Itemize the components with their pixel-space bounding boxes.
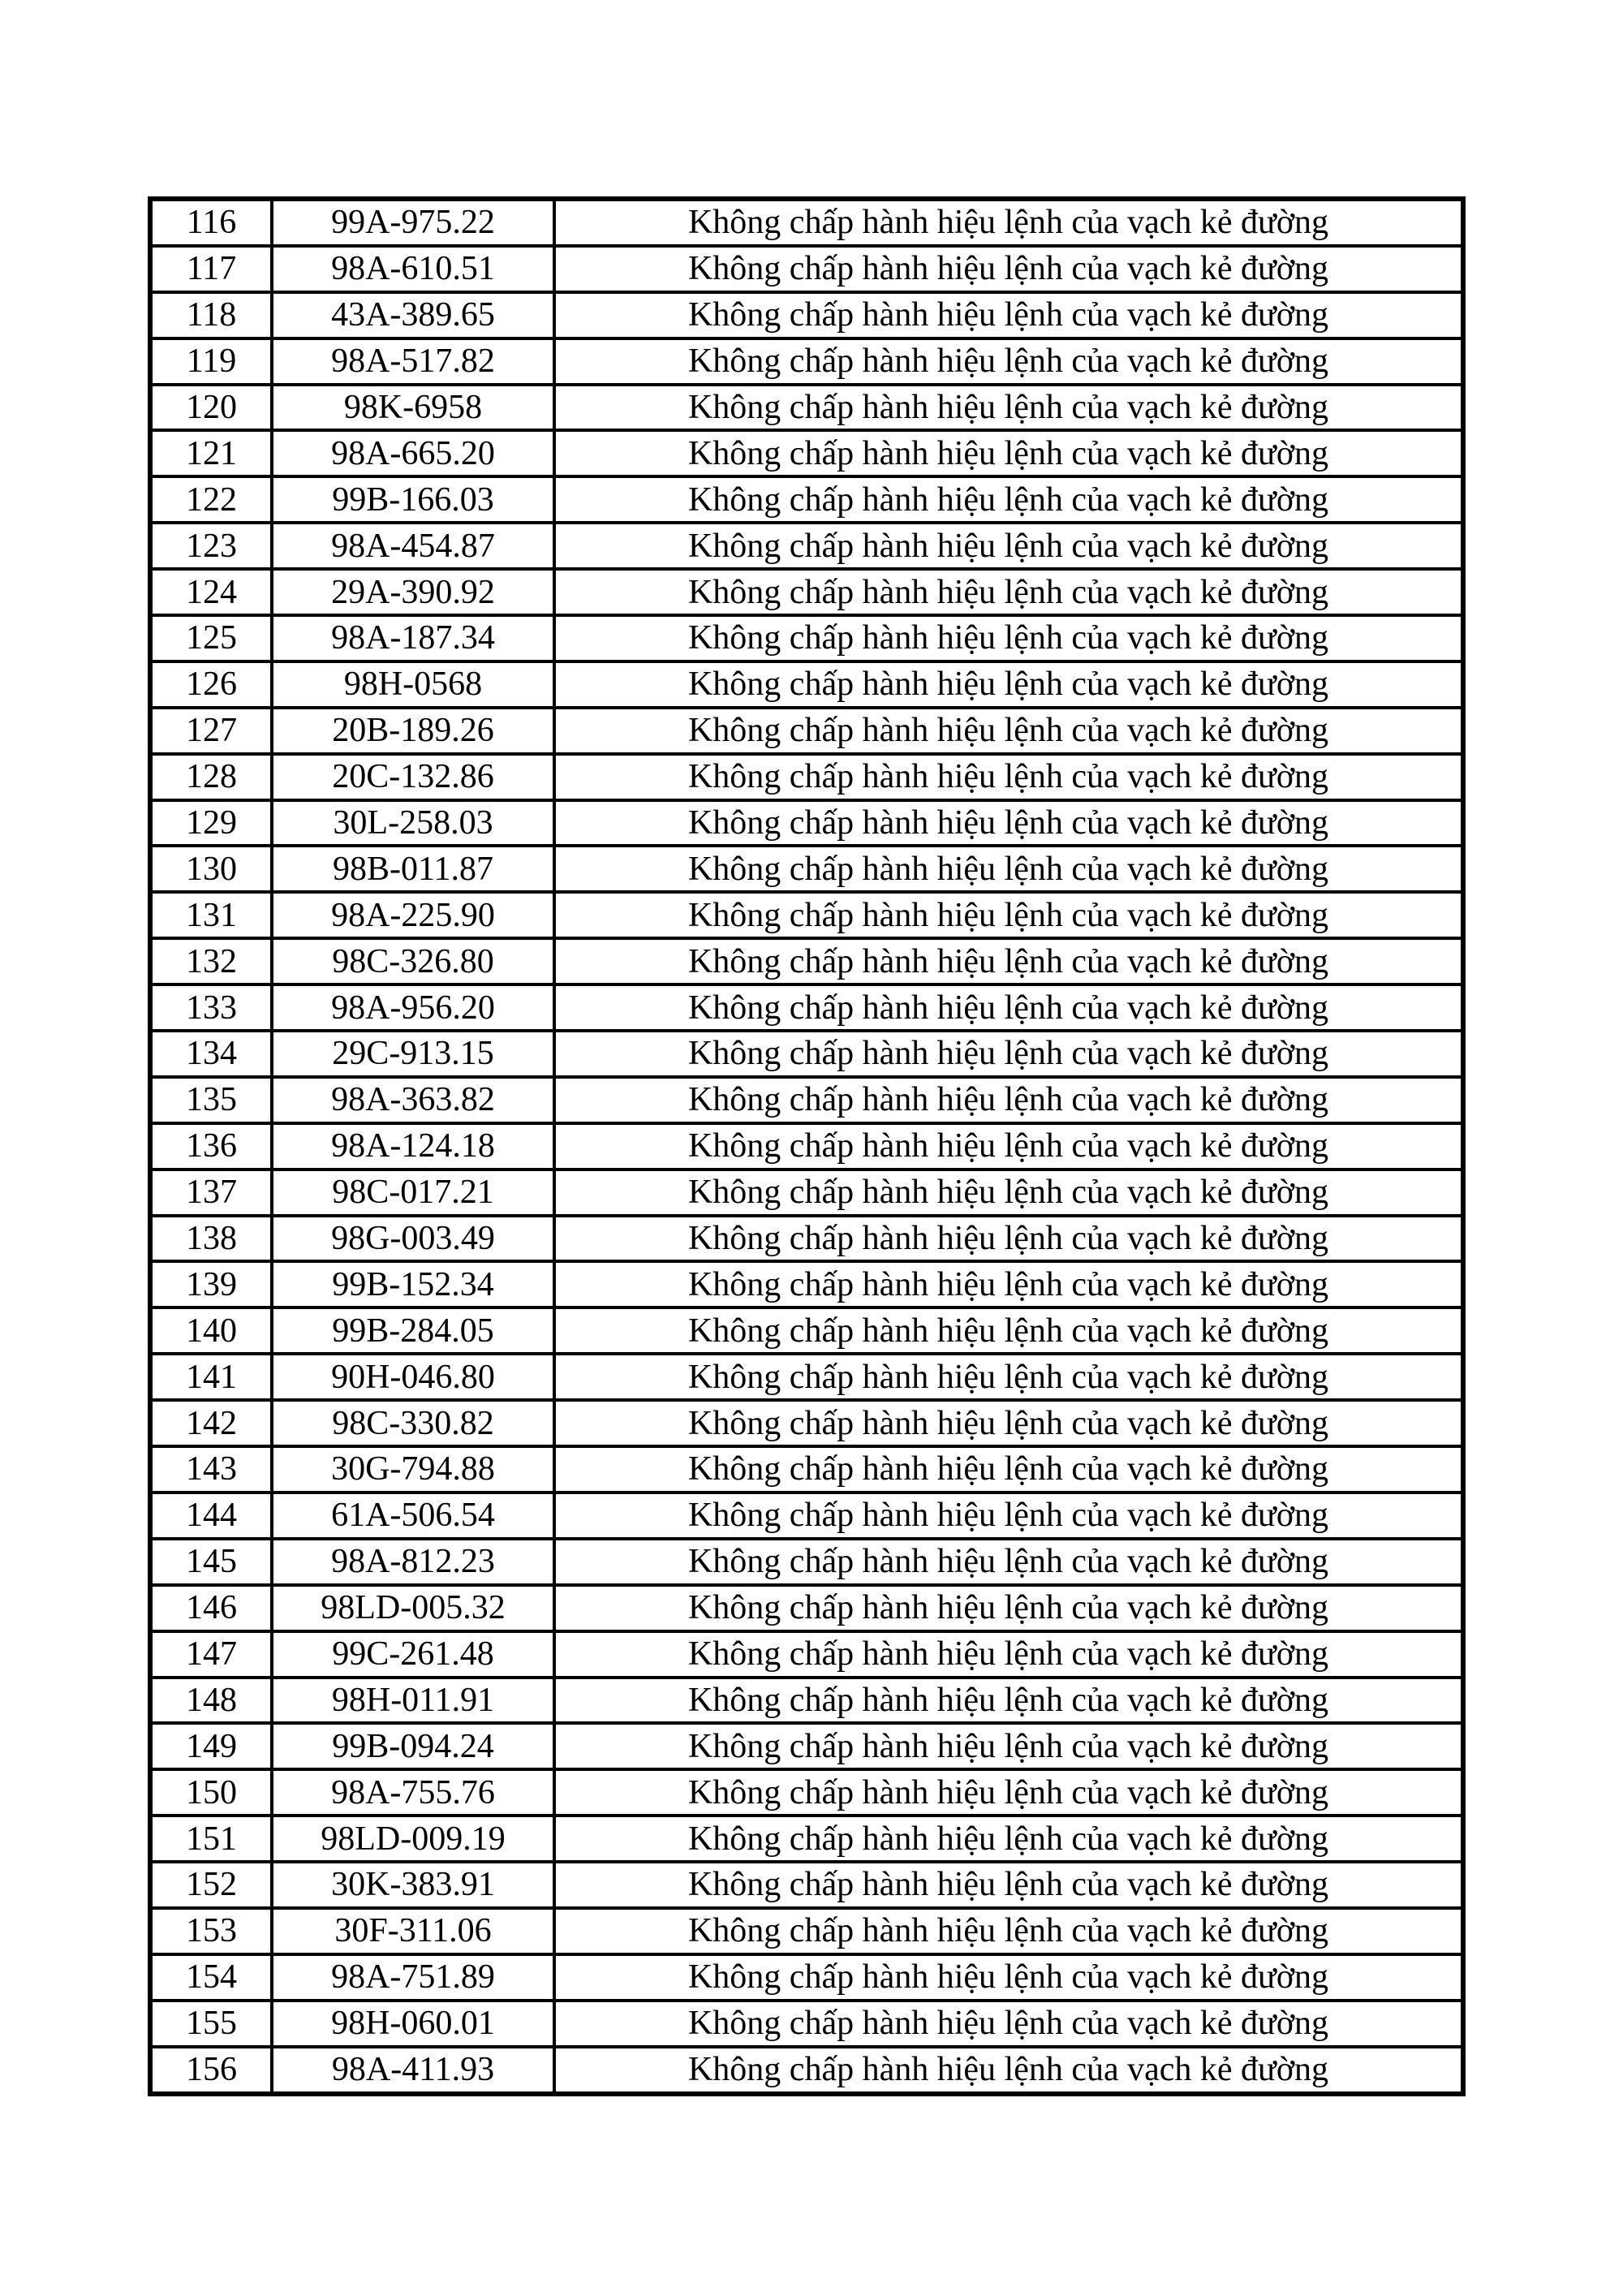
table-row [150,1216,1463,1262]
violation-cell: Không chấp hành hiệu lệnh của vạch kẻ đường [554,1400,1463,1446]
violation-cell: Không chấp hành hiệu lệnh của vạch kẻ đường [554,1769,1463,1816]
table-row [150,430,1463,476]
table-row [150,476,1463,523]
license-plate-cell: 30L-258.03 [272,800,554,846]
license-plate-cell: 30F-311.06 [272,1908,554,1954]
license-plate-cell: 29A-390.92 [272,569,554,615]
table-row [150,523,1463,569]
table-row [150,1539,1463,1585]
violation-cell: Không chấp hành hiệu lệnh của vạch kẻ đường [554,2001,1463,2047]
row-index-cell: 151 [150,1816,272,1862]
violation-cell: Không chấp hành hiệu lệnh của vạch kẻ đường [554,569,1463,615]
violation-cell: Không chấp hành hiệu lệnh của vạch kẻ đường [554,708,1463,754]
license-plate-cell: 20B-189.26 [272,708,554,754]
violation-cell: Không chấp hành hiệu lệnh của vạch kẻ đường [554,1585,1463,1631]
license-plate-cell: 98A-411.93 [272,2047,554,2094]
license-plate-cell: 98A-610.51 [272,246,554,292]
table-row [150,1585,1463,1631]
row-index-cell: 146 [150,1585,272,1631]
row-index-cell: 152 [150,1862,272,1908]
license-plate-cell: 30G-794.88 [272,1446,554,1493]
license-plate-cell: 98LD-005.32 [272,1585,554,1631]
row-index-cell: 126 [150,661,272,708]
row-index-cell: 133 [150,984,272,1031]
row-index-cell: 129 [150,800,272,846]
row-index-cell: 132 [150,938,272,984]
license-plate-cell: 99C-261.48 [272,1631,554,1678]
table-row [150,1862,1463,1908]
row-index-cell: 116 [150,199,272,246]
table-row [150,338,1463,385]
violation-cell: Không chấp hành hiệu lệnh của vạch kẻ đường [554,1031,1463,1077]
table-row [150,661,1463,708]
license-plate-cell: 98A-124.18 [272,1123,554,1170]
row-index-cell: 140 [150,1307,272,1354]
table-row [150,1307,1463,1354]
table-row [150,892,1463,938]
violation-cell: Không chấp hành hiệu lệnh của vạch kẻ đường [554,1493,1463,1539]
row-index-cell: 153 [150,1908,272,1954]
table-row [150,292,1463,338]
violation-cell: Không chấp hành hiệu lệnh của vạch kẻ đường [554,938,1463,984]
row-index-cell: 134 [150,1031,272,1077]
license-plate-cell: 98H-0568 [272,661,554,708]
license-plate-cell: 98LD-009.19 [272,1816,554,1862]
row-index-cell: 131 [150,892,272,938]
violation-cell: Không chấp hành hiệu lệnh của vạch kẻ đường [554,1539,1463,1585]
license-plate-cell: 98A-751.89 [272,1954,554,2001]
table-row [150,1816,1463,1862]
license-plate-cell: 98H-060.01 [272,2001,554,2047]
violation-cell: Không chấp hành hiệu lệnh của vạch kẻ đường [554,385,1463,431]
license-plate-cell: 98A-187.34 [272,615,554,661]
table-row [150,1908,1463,1954]
row-index-cell: 117 [150,246,272,292]
license-plate-cell: 98C-330.82 [272,1400,554,1446]
violation-cell: Không chấp hành hiệu lệnh của vạch kẻ đường [554,199,1463,246]
violation-cell: Không chấp hành hiệu lệnh của vạch kẻ đường [554,523,1463,569]
table-row [150,1354,1463,1400]
violation-cell: Không chấp hành hiệu lệnh của vạch kẻ đường [554,1678,1463,1724]
table-row [150,1400,1463,1446]
license-plate-cell: 98A-956.20 [272,984,554,1031]
license-plate-cell: 98A-454.87 [272,523,554,569]
license-plate-cell: 30K-383.91 [272,1862,554,1908]
license-plate-cell: 99B-152.34 [272,1261,554,1307]
violation-cell: Không chấp hành hiệu lệnh của vạch kẻ đường [554,476,1463,523]
license-plate-cell: 98A-665.20 [272,430,554,476]
row-index-cell: 120 [150,385,272,431]
row-index-cell: 138 [150,1216,272,1262]
row-index-cell: 148 [150,1678,272,1724]
violations-table [148,196,1466,2096]
license-plate-cell: 98K-6958 [272,385,554,431]
row-index-cell: 149 [150,1723,272,1769]
table-row [150,569,1463,615]
table-row [150,1031,1463,1077]
license-plate-cell: 99B-094.24 [272,1723,554,1769]
violation-cell: Không chấp hành hiệu lệnh của vạch kẻ đường [554,1862,1463,1908]
violation-cell: Không chấp hành hiệu lệnh của vạch kẻ đường [554,1631,1463,1678]
violation-cell: Không chấp hành hiệu lệnh của vạch kẻ đường [554,1908,1463,1954]
violation-cell: Không chấp hành hiệu lệnh của vạch kẻ đường [554,2047,1463,2094]
license-plate-cell: 99B-284.05 [272,1307,554,1354]
violation-cell: Không chấp hành hiệu lệnh của vạch kẻ đường [554,1723,1463,1769]
table-row [150,1723,1463,1769]
row-index-cell: 123 [150,523,272,569]
table-row [150,2047,1463,2094]
violation-cell: Không chấp hành hiệu lệnh của vạch kẻ đường [554,246,1463,292]
violation-cell: Không chấp hành hiệu lệnh của vạch kẻ đường [554,430,1463,476]
row-index-cell: 142 [150,1400,272,1446]
license-plate-cell: 98B-011.87 [272,846,554,892]
table-row [150,846,1463,892]
table-row [150,984,1463,1031]
license-plate-cell: 43A-389.65 [272,292,554,338]
violation-cell: Không chấp hành hiệu lệnh của vạch kẻ đường [554,1954,1463,2001]
license-plate-cell: 98C-017.21 [272,1170,554,1216]
row-index-cell: 139 [150,1261,272,1307]
table-row [150,708,1463,754]
license-plate-cell: 98C-326.80 [272,938,554,984]
violation-cell: Không chấp hành hiệu lệnh của vạch kẻ đường [554,1307,1463,1354]
row-index-cell: 135 [150,1077,272,1123]
violation-cell: Không chấp hành hiệu lệnh của vạch kẻ đường [554,338,1463,385]
row-index-cell: 144 [150,1493,272,1539]
table-row [150,1769,1463,1816]
row-index-cell: 145 [150,1539,272,1585]
row-index-cell: 118 [150,292,272,338]
license-plate-cell: 98A-225.90 [272,892,554,938]
table-row [150,2001,1463,2047]
violation-cell: Không chấp hành hiệu lệnh của vạch kẻ đường [554,754,1463,800]
row-index-cell: 154 [150,1954,272,2001]
license-plate-cell: 99A-975.22 [272,199,554,246]
table-row [150,1678,1463,1724]
license-plate-cell: 90H-046.80 [272,1354,554,1400]
violation-cell: Không chấp hành hiệu lệnh của vạch kẻ đường [554,292,1463,338]
violation-cell: Không chấp hành hiệu lệnh của vạch kẻ đường [554,892,1463,938]
table-row [150,615,1463,661]
row-index-cell: 121 [150,430,272,476]
violation-cell: Không chấp hành hiệu lệnh của vạch kẻ đường [554,1446,1463,1493]
violation-cell: Không chấp hành hiệu lệnh của vạch kẻ đường [554,846,1463,892]
row-index-cell: 137 [150,1170,272,1216]
violation-cell: Không chấp hành hiệu lệnh của vạch kẻ đường [554,1170,1463,1216]
violation-cell: Không chấp hành hiệu lệnh của vạch kẻ đường [554,1216,1463,1262]
table-row [150,246,1463,292]
row-index-cell: 156 [150,2047,272,2094]
table-row [150,1123,1463,1170]
violation-cell: Không chấp hành hiệu lệnh của vạch kẻ đường [554,1123,1463,1170]
license-plate-cell: 99B-166.03 [272,476,554,523]
license-plate-cell: 20C-132.86 [272,754,554,800]
violation-cell: Không chấp hành hiệu lệnh của vạch kẻ đường [554,984,1463,1031]
row-index-cell: 124 [150,569,272,615]
license-plate-cell: 98G-003.49 [272,1216,554,1262]
license-plate-cell: 29C-913.15 [272,1031,554,1077]
row-index-cell: 147 [150,1631,272,1678]
license-plate-cell: 98H-011.91 [272,1678,554,1724]
table-row [150,938,1463,984]
table-row [150,385,1463,431]
row-index-cell: 130 [150,846,272,892]
table-row [150,1954,1463,2001]
row-index-cell: 128 [150,754,272,800]
license-plate-cell: 98A-363.82 [272,1077,554,1123]
table-row [150,1631,1463,1678]
table-row [150,1077,1463,1123]
license-plate-cell: 61A-506.54 [272,1493,554,1539]
row-index-cell: 143 [150,1446,272,1493]
row-index-cell: 119 [150,338,272,385]
violation-cell: Không chấp hành hiệu lệnh của vạch kẻ đường [554,800,1463,846]
table-row [150,1493,1463,1539]
row-index-cell: 150 [150,1769,272,1816]
violation-cell: Không chấp hành hiệu lệnh của vạch kẻ đường [554,1354,1463,1400]
license-plate-cell: 98A-755.76 [272,1769,554,1816]
table-row [150,800,1463,846]
row-index-cell: 141 [150,1354,272,1400]
table-row [150,1261,1463,1307]
row-index-cell: 136 [150,1123,272,1170]
table-row [150,754,1463,800]
table-row [150,199,1463,246]
violation-cell: Không chấp hành hiệu lệnh của vạch kẻ đường [554,1816,1463,1862]
violation-cell: Không chấp hành hiệu lệnh của vạch kẻ đường [554,661,1463,708]
violation-cell: Không chấp hành hiệu lệnh của vạch kẻ đường [554,1261,1463,1307]
violations-table-body [150,199,1463,2094]
license-plate-cell: 98A-812.23 [272,1539,554,1585]
row-index-cell: 127 [150,708,272,754]
violation-cell: Không chấp hành hiệu lệnh của vạch kẻ đường [554,615,1463,661]
table-row [150,1446,1463,1493]
row-index-cell: 155 [150,2001,272,2047]
row-index-cell: 125 [150,615,272,661]
license-plate-cell: 98A-517.82 [272,338,554,385]
row-index-cell: 122 [150,476,272,523]
violation-cell: Không chấp hành hiệu lệnh của vạch kẻ đường [554,1077,1463,1123]
table-row [150,1170,1463,1216]
